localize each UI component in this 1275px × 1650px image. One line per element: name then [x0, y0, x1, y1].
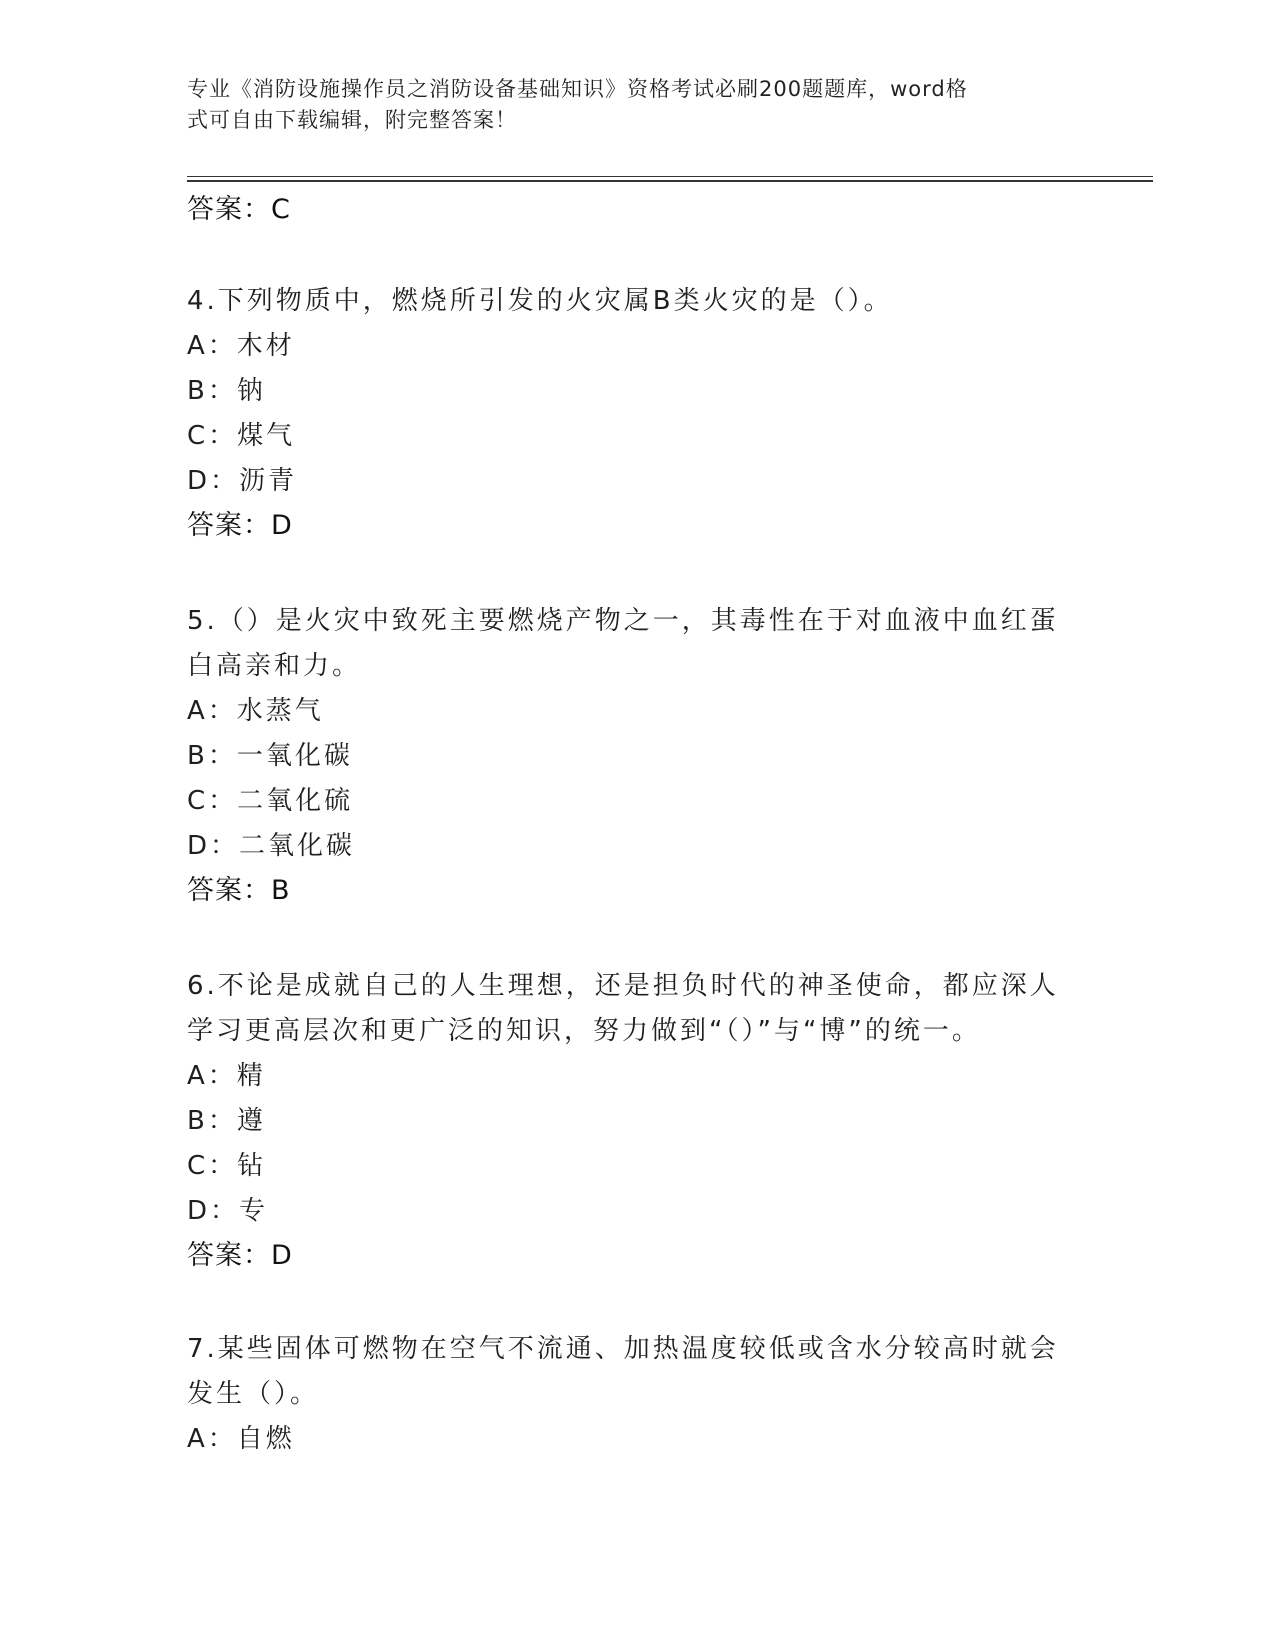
- option-c: C：钻: [187, 1151, 267, 1181]
- answer: 答案：B: [187, 875, 291, 906]
- option-d: D：沥青: [187, 466, 298, 496]
- option-b: B：遵: [187, 1106, 266, 1136]
- option-c: C：煤气: [187, 421, 296, 451]
- question-text-cont: 学习更高层次和更广泛的知识，努力做到“（）”与“博”的统一。: [187, 1016, 981, 1046]
- option-a: A：水蒸气: [187, 696, 324, 726]
- option-d: D：专: [187, 1196, 269, 1226]
- option-d: D：二氧化碳: [187, 831, 356, 861]
- header-line-2: 式可自由下载编辑，附完整答案！: [187, 108, 517, 132]
- previous-answer: 答案：C: [187, 194, 291, 225]
- option-b: B：一氧化碳: [187, 741, 353, 771]
- header-line-1: 专业《消防设施操作员之消防设备基础知识》资格考试必刷200题题库，word格: [187, 77, 968, 101]
- header-text: [187, 74, 1067, 136]
- question-text-cont: 发生（）。: [187, 1379, 320, 1409]
- question-text: 4.下列物质中，燃烧所引发的火灾属B类火灾的是（）。: [187, 286, 893, 316]
- header-rule-thin: [187, 176, 1153, 177]
- option-a: A：木材: [187, 331, 295, 361]
- answer: 答案：D: [187, 1240, 293, 1271]
- option-c: C：二氧化硫: [187, 786, 354, 816]
- option-a: A：自燃: [187, 1424, 295, 1454]
- header-rule-thick: [187, 180, 1153, 182]
- answer: 答案：D: [187, 510, 293, 541]
- question-text-cont: 白高亲和力。: [187, 651, 362, 681]
- option-b: B：钠: [187, 376, 266, 406]
- option-a: A：精: [187, 1061, 266, 1091]
- question-text: 7.某些固体可燃物在空气不流通、加热温度较低或含水分较高时就会: [187, 1334, 1059, 1364]
- question-text: 5.（）是火灾中致死主要燃烧产物之一，其毒性在于对血液中血红蛋: [187, 606, 1059, 636]
- question-text: 6.不论是成就自己的人生理想，还是担负时代的神圣使命，都应深人: [187, 971, 1059, 1001]
